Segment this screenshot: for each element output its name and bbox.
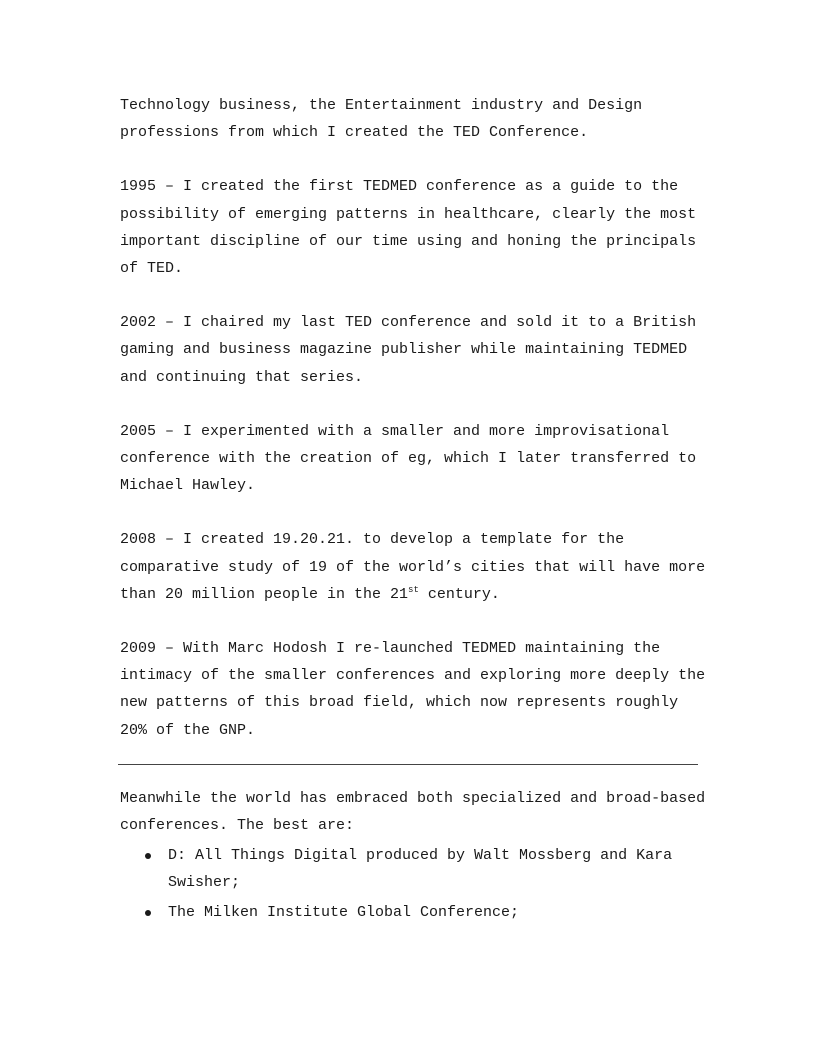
paragraph-2008	[120, 526, 710, 608]
paragraph-2005: 2005 – I experimented with a smaller and more improvisational conference with the creation of eg, which I later transferred to Michael Hawley.	[120, 422, 697, 495]
paragraph-1995: 1995 – I created the first TEDMED conference as a guide to the possibility of emerging patterns in healthcare, clearly the most important discipline of our time using and honing the principals of TED.	[120, 178, 697, 278]
paragraph-2008-tail: century.	[418, 585, 500, 603]
paragraph-2009: 2009 – With Marc Hodosh I re-launched TEDMED maintaining the intimacy of the smaller conferences and exploring more deeply the new patterns of this broad field, which now represents roughly 20% of the GNP.	[120, 640, 706, 739]
paragraph-intro: Technology business, the Entertainment industry and Design professions from which I created the TED Conference.	[120, 97, 643, 142]
bullet-icon	[145, 910, 151, 916]
list-item-text: The Milken Institute Global Conference;	[168, 903, 520, 921]
paragraph-meanwhile: Meanwhile the world has embraced both specialized and broad-based conferences. The best are:	[120, 789, 706, 835]
list-item-text: D: All Things Digital produced by Walt Mossberg and Kara Swisher;	[168, 847, 673, 892]
bullet-icon	[145, 853, 151, 859]
superscript-st: st	[408, 584, 419, 595]
conference-list	[120, 842, 710, 926]
list-item	[168, 899, 710, 926]
horizontal-divider	[118, 764, 698, 765]
paragraph-2002: 2002 – I chaired my last TED conference and sold it to a British gaming and business magazine publisher while maintaining TEDMED and continuing that series.	[120, 314, 697, 386]
paragraph-2008-text: 2008 – I created 19.20.21. to develop a template for the comparative study of 19 of the world’s cities that will have more than 20 million people in the 21	[120, 531, 706, 603]
list-item	[168, 842, 710, 896]
document-page	[120, 92, 710, 928]
